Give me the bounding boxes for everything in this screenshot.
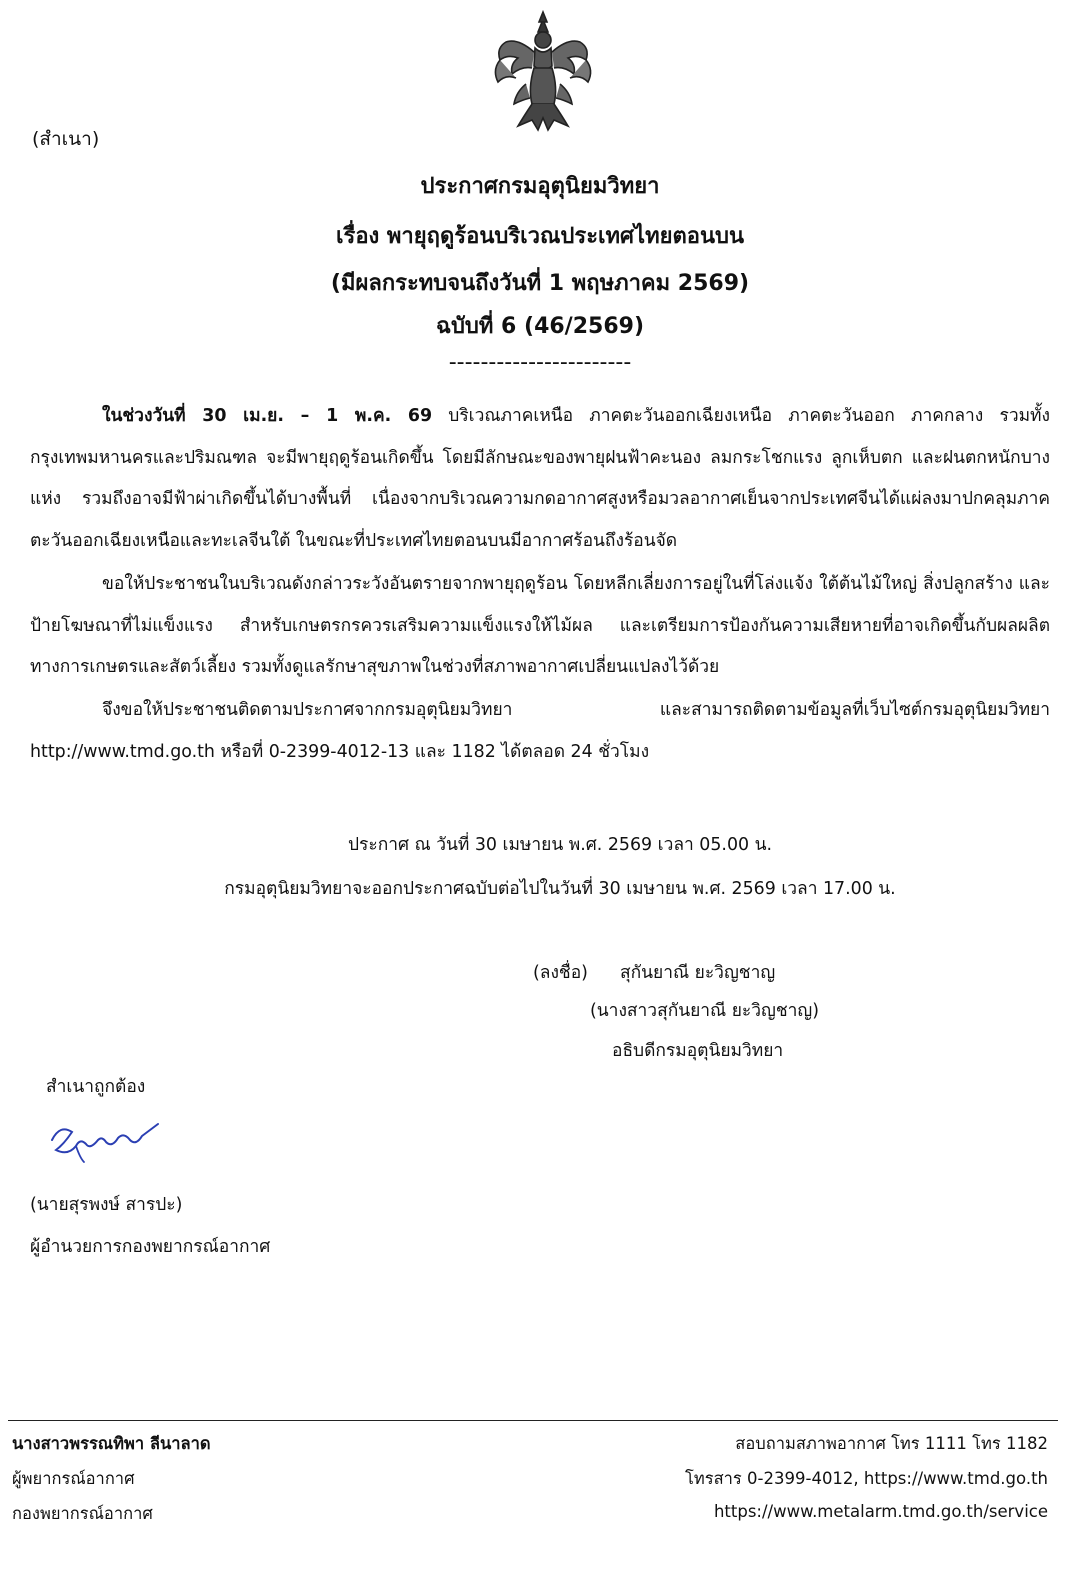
effective-period: (มีผลกระทบจนถึงวันที่ 1 พฤษภาคม 2569) [330, 271, 750, 296]
title-separator: ----------------------- [448, 350, 632, 375]
certified-copy-label: สำเนาถูกต้อง [46, 1077, 146, 1097]
paragraph-contact: จึงขอให้ประชาชนติดตามประกาศจากกรมอุตุนิยมวิทยา และสามารถติดตามข้อมูลที่เว็บไซต์กรมอุตุนิยมวิทยา http://www.tmd.go.th หรือที่ 0-2399-4012-13 และ 1182 ได้ตลอด 24 ชั่วโมง [30, 700, 1050, 762]
signatory-position: อธิบดีกรมอุตุนิยมวิทยา [612, 1041, 784, 1061]
announcement-issued: ประกาศ ณ วันที่ 30 เมษายน พ.ศ. 2569 เวลา 05.00 น. [347, 835, 773, 855]
forecast-period: ในช่วงวันที่ 30 เม.ย. – 1 พ.ค. 69 [102, 406, 433, 426]
document-subject: เรื่อง พายุฤดูร้อนบริเวณประเทศไทยตอนบน [335, 224, 745, 249]
garuda-emblem [488, 8, 598, 138]
footer-service-link[interactable]: https://www.metalarm.tmd.go.th/service [713, 1502, 1048, 1521]
paragraph-forecast [30, 396, 1050, 562]
forecaster-name: นางสาวพรรณทิพา ลีนาลาด [12, 1434, 211, 1453]
footer-divider [8, 1420, 1058, 1421]
signatory-full-name: (นางสาวสุกันยาณี ยะวิญชาญ) [590, 1001, 820, 1021]
forecaster-division: กองพยากรณ์อากาศ [12, 1504, 153, 1523]
signature-label: (ลงชื่อ) [533, 963, 588, 983]
announcement-next-issue: กรมอุตุนิยมวิทยาจะออกประกาศฉบับต่อไปในวันที่ 30 เมษายน พ.ศ. 2569 เวลา 17.00 น. [224, 879, 896, 899]
paragraph-warning: ขอให้ประชาชนในบริเวณดังกล่าวระวังอันตรายจากพายุฤดูร้อน โดยหลีกเลี่ยงการอยู่ในที่โล่งแจ้ง ใต้ต้นไม้ใหญ่ สิ่งปลูกสร้าง และป้ายโฆษณาที่ไม่แข็งแรง สำหรับเกษตรกรควรเสริมความแข็งแรงให้ไม้ผล และเตรียมการป้องกันความเสียหายที่อาจเกิดขึ้นกับผลผลิต ทางการเกษตรและสัตว์เลี้ยง รวมทั้งดูแลรักษาสุขภาพในช่วงที่สภาพอากาศเปลี่ยนแปลงไว้ด้วย [30, 574, 1050, 677]
forecast-details: บริเวณภาคเหนือ ภาคตะวันออกเฉียงเหนือ ภาคตะวันออก ภาคกลาง รวมทั้งกรุงเทพมหานครและปริมณฑล จะมีพายุฤดูร้อนเกิดขึ้น โดยมีลักษณะของพายุฝนฟ้าคะนอง ลมกระโชกแรง ลูกเห็บตก และฝนตกหนักบางแห่ง รวมถึงอาจมีฟ้าผ่าเกิดขึ้นได้บางพื้นที่ เนื่องจากบริเวณความกดอากาศสูงหรือมวลอากาศเย็นจากประเทศจีนได้แผ่ลงมาปกคลุมภาคตะวันออกเฉียงเหนือและทะเลจีนใต้ ในขณะที่ประเทศไทยตอนบนมีอากาศร้อนถึงร้อนจัด [30, 406, 1050, 551]
footer-inquiry-phone: สอบถามสภาพอากาศ โทร 1111 โทร 1182 [735, 1434, 1048, 1453]
issue-number: ฉบับที่ 6 (46/2569) [435, 314, 645, 339]
forecaster-role: ผู้พยากรณ์อากาศ [12, 1469, 135, 1488]
certifier-position: ผู้อำนวยการกองพยากรณ์อากาศ [30, 1237, 271, 1257]
handwritten-signature [46, 1110, 166, 1166]
signature-name: สุกันยาณี ยะวิญชาญ [620, 963, 776, 983]
document-title: ประกาศกรมอุตุนิยมวิทยา [420, 174, 660, 199]
certifier-name: (นายสุรพงษ์ สารปะ) [30, 1195, 183, 1215]
footer-fax-website[interactable]: โทรสาร 0-2399-4012, https://www.tmd.go.th [685, 1469, 1048, 1488]
copy-mark: (สำเนา) [32, 128, 100, 150]
